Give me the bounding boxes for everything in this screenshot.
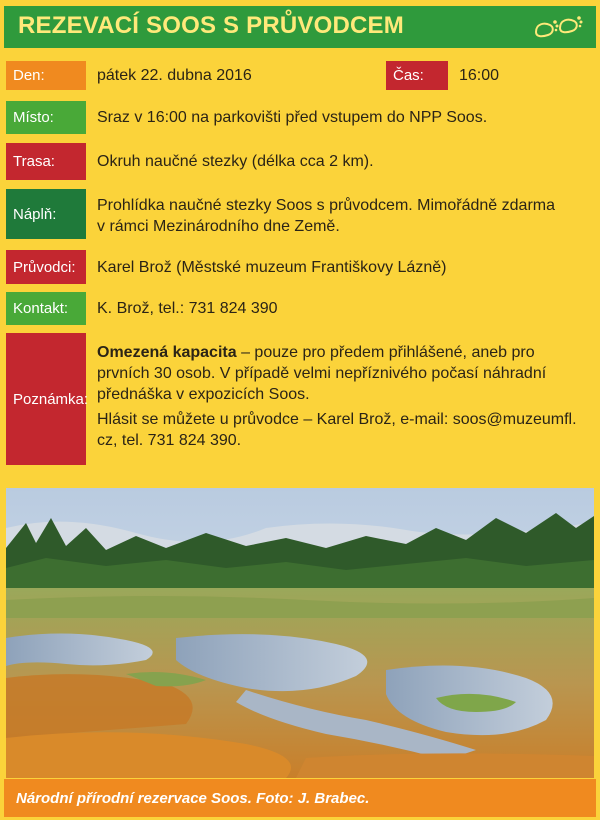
poznamka-line-2: prvních 30 osob. V případě velmi nepříznivého počasí náhradní [97,365,547,382]
label-poznamka: Poznámka: [6,333,86,465]
poznamka-bold: Omezená kapacita [97,344,237,361]
page-title: REZEVACÍ SOOS S PRŮVODCEM [18,12,404,39]
label-misto: Místo: [6,101,86,134]
footprints-icon [530,12,586,42]
label-den: Den: [6,61,86,90]
value-trasa: Okruh naučné stezky (délka cca 2 km). [97,153,374,170]
photo-caption: Národní přírodní rezervace Soos. Foto: J. Brabec. [4,779,596,817]
napln-line-2: v rámci Mezinárodního dne Země. [97,218,340,235]
value-cas: 16:00 [459,67,500,84]
poznamka-line-3: přednáška v expozicích Soos. [97,386,310,403]
label-trasa: Trasa: [6,143,86,180]
landscape-photo [6,488,594,778]
landscape-illustration [6,488,594,778]
value-den: pátek 22. dubna 2016 [97,67,252,84]
poznamka-line-1 [97,342,587,363]
value-pruvodci: Karel Brož (Městské muzeum Františkovy Lázně) [97,259,447,276]
value-kontakt: K. Brož, tel.: 731 824 390 [97,300,278,317]
poznamka-line-1-rest: – pouze pro předem přihlášené, aneb pro [236,344,535,361]
header-bar [4,6,596,48]
label-kontakt: Kontakt: [6,292,86,325]
napln-line-1: Prohlídka naučné stezky Soos s průvodcem. Mimořádně zdarma [97,197,555,214]
poznamka-line-4: Hlásit se můžete u průvodce – Karel Brož, e-mail: soos@muzeumfl. [97,411,577,428]
poznamka-line-5: cz, tel. 731 824 390. [97,432,242,449]
label-pruvodci: Průvodci: [6,250,86,284]
label-napln: Náplň: [6,189,86,239]
value-napln [97,195,587,237]
value-misto: Sraz v 16:00 na parkovišti před vstupem do NPP Soos. [97,109,488,126]
label-cas: Čas: [386,61,448,90]
value-poznamka [97,342,587,451]
